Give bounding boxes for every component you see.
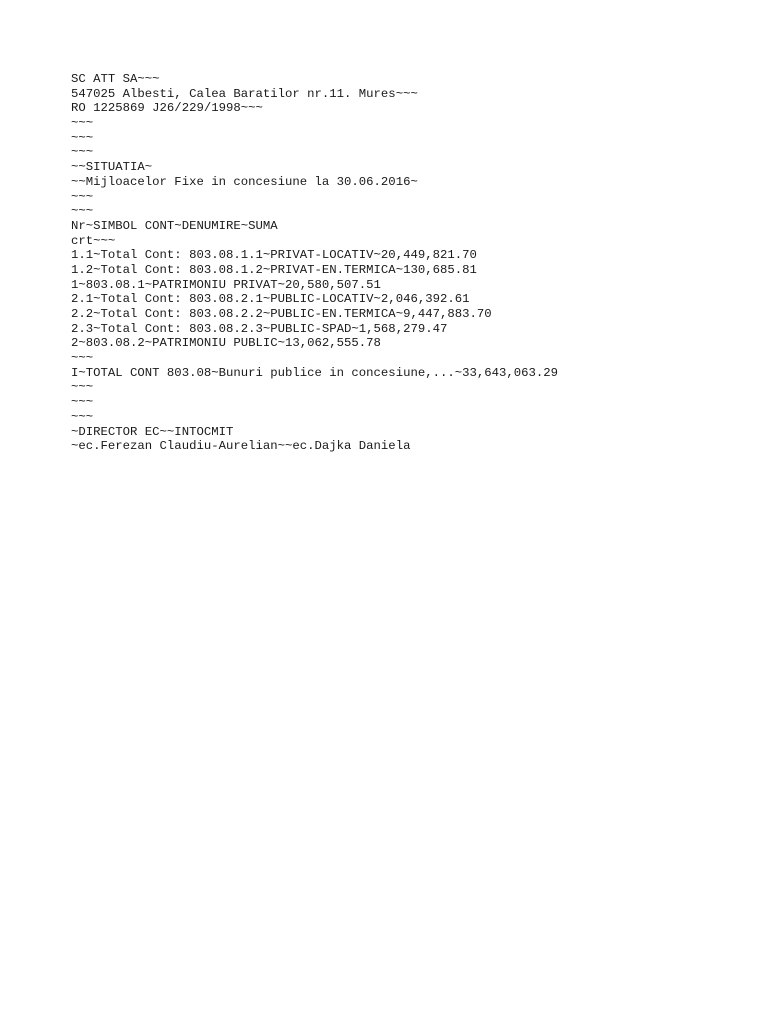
blank-line: ~~~ <box>71 409 94 424</box>
table-header: Nr~SIMBOL CONT~DENUMIRE~SUMA <box>71 218 278 233</box>
table-row: 2.3~Total Cont: 803.08.2.3~PUBLIC-SPAD~1,568,279.47 <box>71 321 448 336</box>
document-title: ~~SITUATIA~ <box>71 160 153 175</box>
blank-line: ~~~ <box>71 395 94 410</box>
table-total-row: I~TOTAL CONT 803.08~Bunuri publice in concesiune,...~33,643,063.29 <box>71 365 559 380</box>
table-row: 1.1~Total Cont: 803.08.1.1~PRIVAT-LOCATIV~20,449,821.70 <box>71 248 477 263</box>
blank-line: ~~~ <box>71 204 94 219</box>
table-row: 2.1~Total Cont: 803.08.2.1~PUBLIC-LOCATIV~2,046,392.61 <box>71 292 470 307</box>
blank-line: ~~~ <box>71 380 94 395</box>
table-row: 1.2~Total Cont: 803.08.1.2~PRIVAT-EN.TERMICA~130,685.81 <box>71 262 477 277</box>
document-page <box>71 72 751 454</box>
table-header-continued: crt~~~ <box>71 233 116 248</box>
blank-line: ~~~ <box>71 116 94 131</box>
blank-line: ~~~ <box>71 189 94 204</box>
blank-line: ~~~ <box>71 130 94 145</box>
signature-names: ~ec.Ferezan Claudiu-Aurelian~~ec.Dajka Daniela <box>71 439 411 454</box>
company-registration: RO 1225869 J26/229/1998~~~ <box>71 101 263 116</box>
table-subtotal-row: 2~803.08.2~PATRIMONIU PUBLIC~13,062,555.78 <box>71 336 381 351</box>
blank-line: ~~~ <box>71 351 94 366</box>
document-subtitle: ~~Mijloacelor Fixe in concesiune la 30.06.2016~ <box>71 174 418 189</box>
table-subtotal-row: 1~803.08.1~PATRIMONIU PRIVAT~20,580,507.51 <box>71 277 381 292</box>
blank-line: ~~~ <box>71 145 94 160</box>
company-address: 547025 Albesti, Calea Baratilor nr.11. Mures~~~ <box>71 86 418 101</box>
signature-roles: ~DIRECTOR EC~~INTOCMIT <box>71 424 234 439</box>
table-row: 2.2~Total Cont: 803.08.2.2~PUBLIC-EN.TERMICA~9,447,883.70 <box>71 307 492 321</box>
company-name: SC ATT SA~~~ <box>71 72 160 86</box>
